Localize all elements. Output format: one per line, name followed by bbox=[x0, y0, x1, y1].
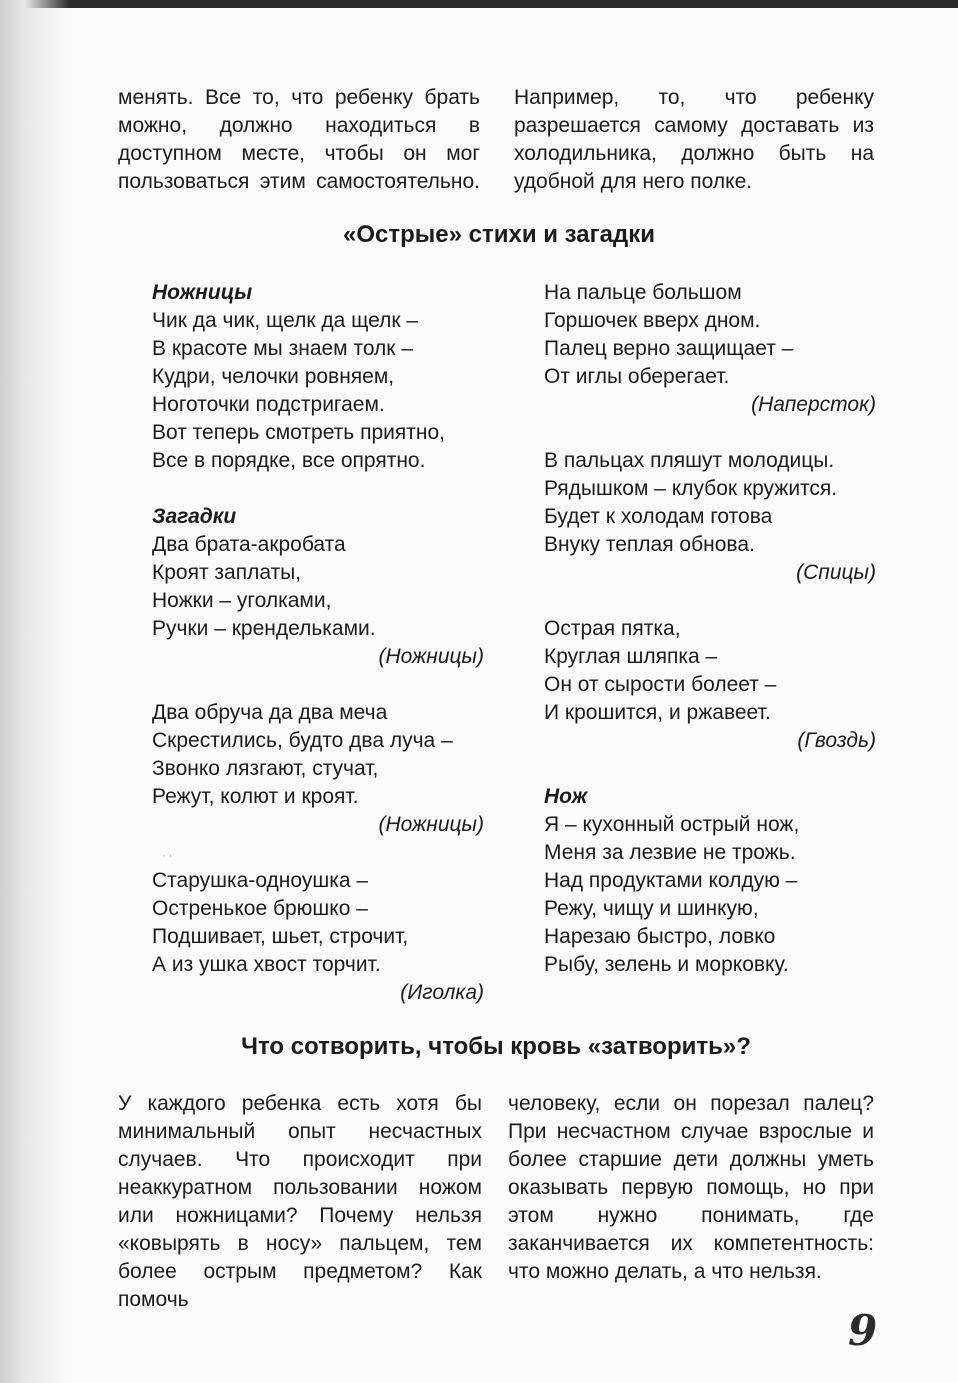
poem-line: Рыбу, зелень и морковку. bbox=[544, 953, 789, 976]
poem-title-scissors: Ножницы bbox=[152, 281, 253, 304]
poem-line: Я – кухонный острый нож, bbox=[544, 813, 800, 836]
riddle-line: А из ушка хвост торчит. bbox=[152, 953, 381, 976]
riddle-answer: (Наперсток) bbox=[751, 393, 876, 416]
intro-text-right: Например, то, что ребенку разрешается самому доставать из холодильника, должно быть на удобной для него полке. bbox=[514, 86, 874, 193]
poem-line: Ноготочки подстригаем. bbox=[152, 393, 385, 416]
riddle-line: Острая пятка, bbox=[544, 617, 681, 640]
riddle-line: Он от сырости болеет – bbox=[544, 673, 777, 696]
riddle-answer: (Гвоздь) bbox=[797, 729, 876, 752]
riddle-answer: (Ножницы) bbox=[378, 645, 484, 668]
poem-line: Чик да чик, щелк да щелк – bbox=[152, 309, 419, 332]
poem-line: В красоте мы знаем толк – bbox=[152, 337, 414, 360]
poem-line: Все в порядке, все опрятно. bbox=[152, 449, 426, 472]
page-number: 9 bbox=[848, 1306, 878, 1355]
intro-text-left: менять. Все то, что ребенку брать можно, должно находиться в доступном месте, чтобы он мог пользоваться этим самостоятельно. bbox=[118, 86, 480, 193]
riddle-line: Звонко лязгают, стучат, bbox=[152, 757, 379, 780]
poem-line: Кудри, челочки ровняем, bbox=[152, 365, 395, 388]
riddle-line: Рядышком – клубок кружится. bbox=[544, 477, 838, 500]
riddles-title: Загадки bbox=[152, 505, 237, 528]
paragraph: человеку, если он порезал палец? При несчастном случае взрослые и более старшие дети должны уметь оказывать первую помощь, но при этом нужно понимать, где заканчивается их компетентность: что можно делать, а что нельзя. bbox=[508, 1092, 874, 1283]
poem-line: Меня за лезвие не трожь. bbox=[544, 841, 796, 864]
top-border bbox=[0, 0, 958, 8]
riddle-line: Ручки – крендельками. bbox=[152, 617, 376, 640]
riddle-answer: (Ножницы) bbox=[378, 813, 484, 836]
riddle-line: В пальцах пляшут молодицы. bbox=[544, 449, 835, 472]
paragraph: У каждого ребенка есть хотя бы минимальный опыт несчастных случаев. Что происходит при неаккуратном пользовании ножом или ножницами? Почему нельзя «ковырять в носу» пальцем, тем более острым предметом? Как помочь bbox=[118, 1092, 482, 1311]
riddle-line: И крошится, и ржавеет. bbox=[544, 701, 771, 724]
riddle-line: Остренькое брюшко – bbox=[152, 897, 368, 920]
riddle-answer: (Спицы) bbox=[796, 561, 876, 584]
poems-right-column bbox=[544, 279, 876, 979]
riddle-line: Круглая шляпка – bbox=[544, 645, 718, 668]
riddle-line: Старушка-одноушка – bbox=[152, 869, 369, 892]
print-smudge: · · bbox=[162, 850, 173, 862]
riddle-line: От иглы оберегает. bbox=[544, 365, 730, 388]
first-aid-text-left bbox=[118, 1090, 482, 1314]
poem-title-knife: Нож bbox=[544, 785, 588, 808]
poems-left-column bbox=[152, 279, 484, 1007]
riddle-answer: (Иголка) bbox=[400, 981, 484, 1004]
riddle-line: Внуку теплая обнова. bbox=[544, 533, 755, 556]
riddle-line: Подшивает, шьет, строчит, bbox=[152, 925, 409, 948]
riddle-line: Палец верно защищает – bbox=[544, 337, 794, 360]
poem-line: Нарезаю быстро, ловко bbox=[544, 925, 776, 948]
poem-line: Вот теперь смотреть приятно, bbox=[152, 421, 445, 444]
section-heading-first-aid: Что сотворить, чтобы кровь «затворить»? bbox=[241, 1033, 751, 1060]
spine-shadow bbox=[0, 0, 70, 1383]
riddle-line: Горшочек вверх дном. bbox=[544, 309, 761, 332]
first-aid-text-right bbox=[508, 1090, 874, 1286]
riddle-line: Будет к холодам готова bbox=[544, 505, 773, 528]
riddle-line: Ножки – уголками, bbox=[152, 589, 332, 612]
section-heading-poems: «Острые» стихи и загадки bbox=[343, 221, 655, 248]
riddle-line: На пальце большом bbox=[544, 281, 742, 304]
riddle-line: Два брата-акробата bbox=[152, 533, 346, 556]
poem-line: Режу, чищу и шинкую, bbox=[544, 897, 759, 920]
riddle-line: Скрестились, будто два луча – bbox=[152, 729, 453, 752]
riddle-line: Два обруча да два меча bbox=[152, 701, 388, 724]
poem-line: Над продуктами колдую – bbox=[544, 869, 798, 892]
riddle-line: Кроят заплаты, bbox=[152, 561, 302, 584]
riddle-line: Режут, колют и кроят. bbox=[152, 785, 359, 808]
